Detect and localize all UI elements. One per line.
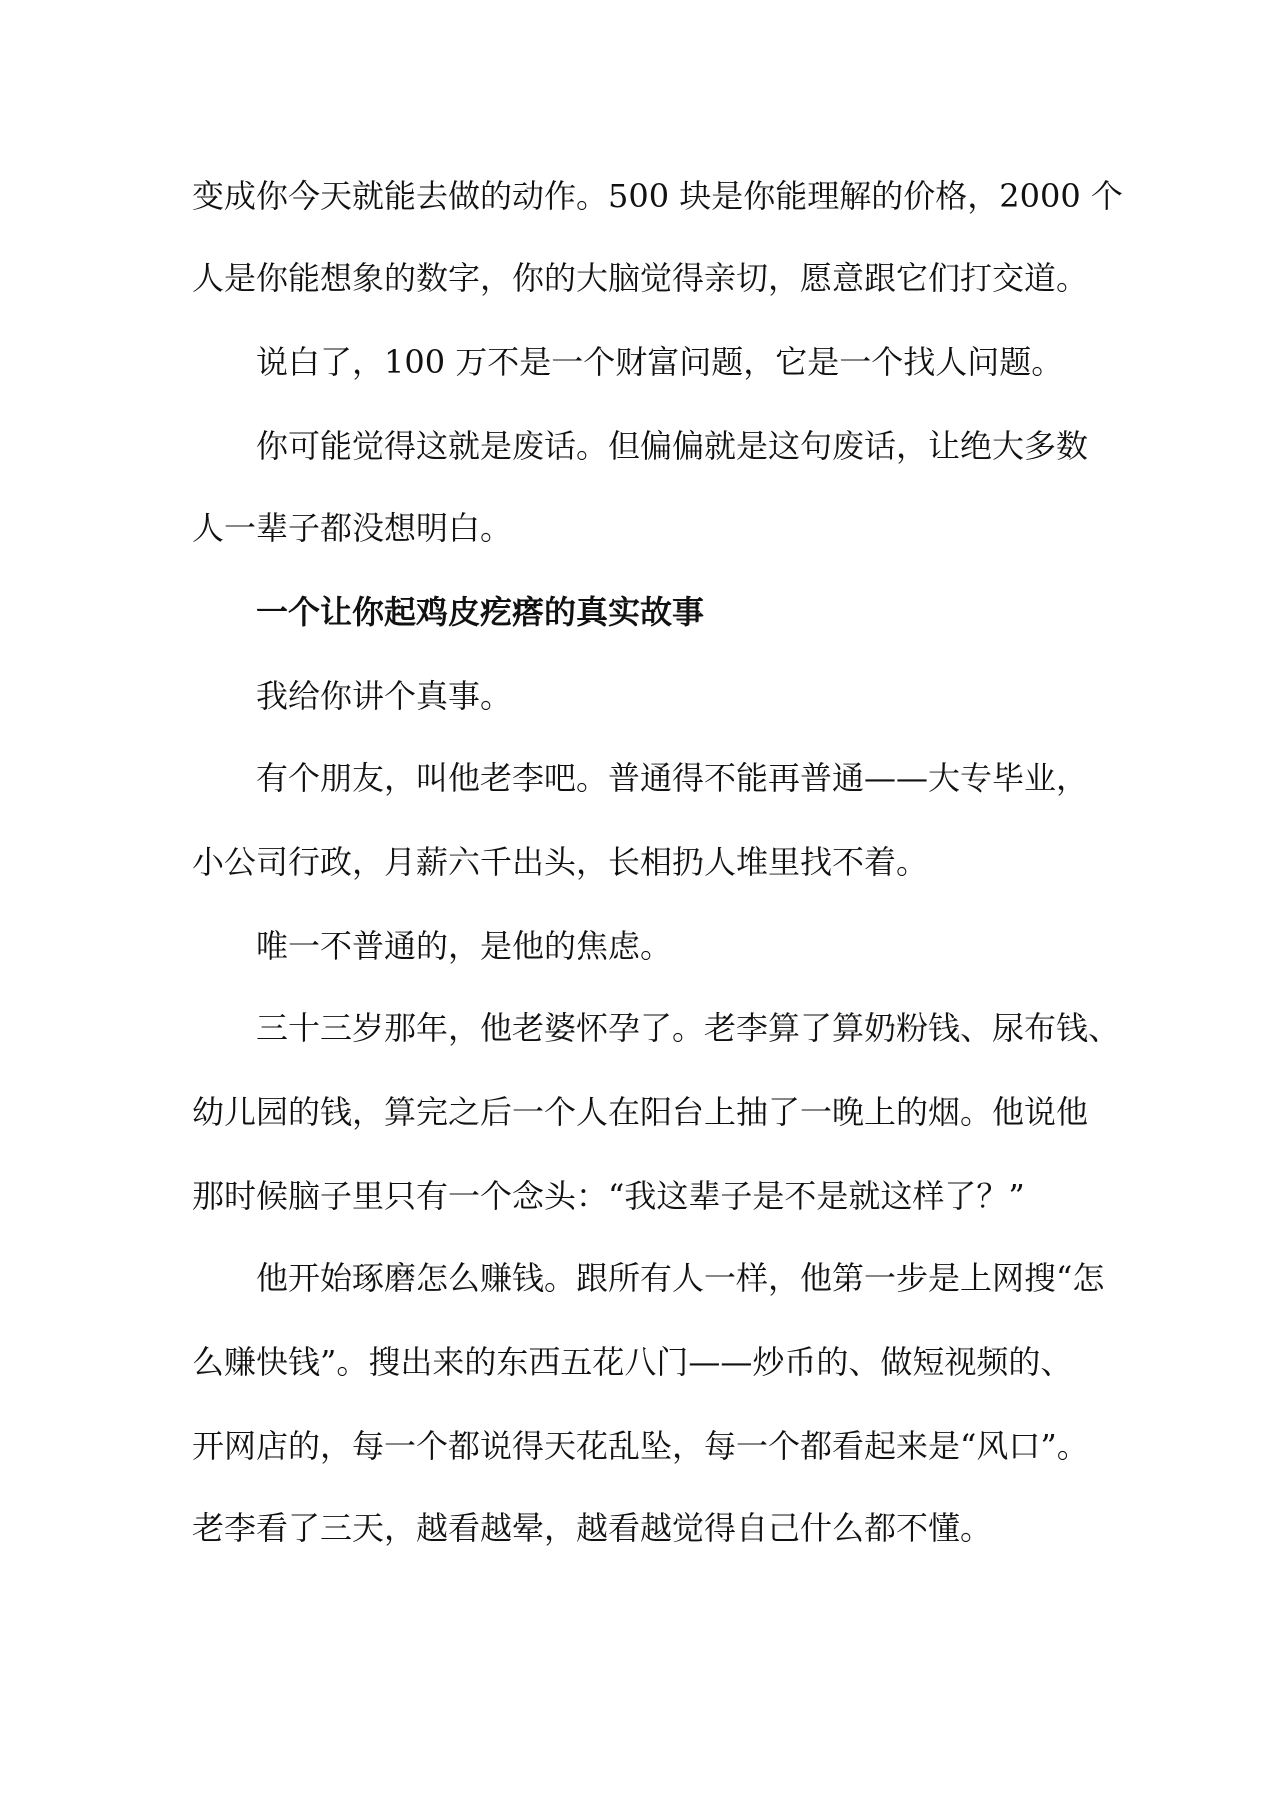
paragraph-start: 你可能觉得这就是废话。但偏偏就是这句废话，让绝大多数: [256, 427, 1089, 465]
text-line: 那时候脑子里只有一个念头：“我这辈子是不是就这样了？”: [192, 1177, 1025, 1215]
paragraph-start: 有个朋友，叫他老李吧。普通得不能再普通——大专毕业，: [256, 759, 1089, 797]
text-line: 人一辈子都没想明白。: [192, 509, 513, 547]
text-line: 老李看了三天，越看越晕，越看越觉得自己什么都不懂。: [192, 1509, 993, 1547]
text-line: 人是你能想象的数字，你的大脑觉得亲切，愿意跟它们打交道。: [192, 259, 1089, 297]
section-heading: 一个让你起鸡皮疙瘩的真实故事: [256, 593, 705, 631]
text-line: 幼儿园的钱，算完之后一个人在阳台上抽了一晚上的烟。他说他: [192, 1093, 1089, 1131]
paragraph-start: 说白了，100 万不是一个财富问题，它是一个找人问题。: [256, 343, 1064, 381]
paragraph-start: 三十三岁那年，他老婆怀孕了。老李算了算奶粉钱、尿布钱、: [256, 1009, 1121, 1047]
text-line: 开网店的，每一个都说得天花乱坠，每一个都看起来是“风口”。: [192, 1427, 1089, 1465]
paragraph-start: 我给你讲个真事。: [256, 677, 513, 715]
text-line: 么赚快钱”。搜出来的东西五花八门——炒币的、做短视频的、: [192, 1343, 1073, 1381]
text-line: 小公司行政，月薪六千出头，长相扔人堆里找不着。: [192, 843, 929, 881]
paragraph-start: 他开始琢磨怎么赚钱。跟所有人一样，他第一步是上网搜“怎: [256, 1259, 1105, 1297]
paragraph-start: 唯一不普通的，是他的焦虑。: [256, 927, 673, 965]
text-line: 变成你今天就能去做的动作。500 块是你能理解的价格，2000 个: [192, 177, 1123, 215]
